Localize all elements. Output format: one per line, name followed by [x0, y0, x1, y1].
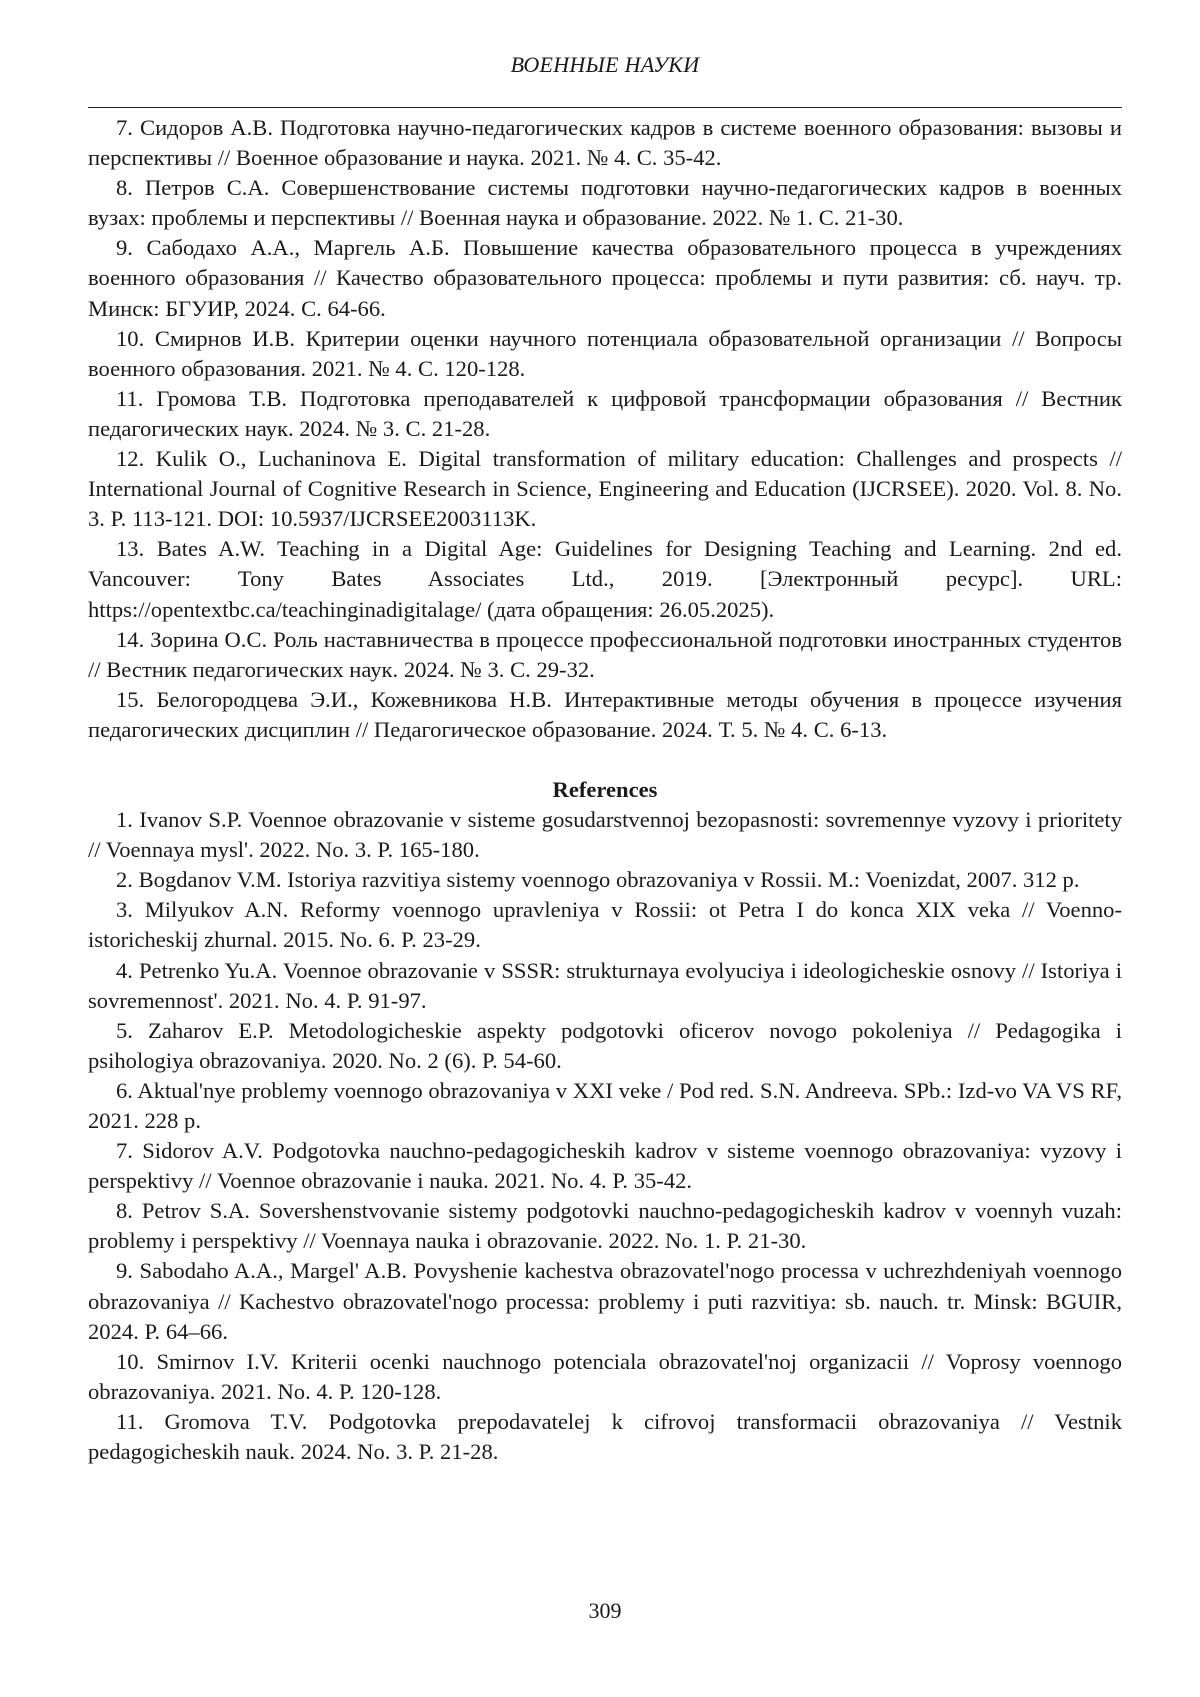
- reference-item: 14. Зорина О.С. Роль наставничества в процессе профессиональной подготовки иностранных студентов // Вестник педагогических наук. 2024. № 3. С. 29-32.: [88, 626, 1122, 682]
- reference-item: 15. Белогородцева Э.И., Кожевникова Н.В. Интерактивные методы обучения в процессе изучения педагогических дисциплин // Педагогическое образование. 2024. Т. 5. № 4. С. 6-13.: [88, 686, 1122, 742]
- reference-item: 13. Bates A.W. Teaching in a Digital Age: Guidelines for Designing Teaching and Learning. 2nd ed. Vancouver: Tony Bates Associates Ltd., 2019. [Электронный ресурс]. URL: https://opentextbc.ca/teachinginadigitalage/ (дата обращения: 26.05.2025).: [88, 536, 1122, 622]
- reference-item: 9. Sabodaho A.A., Margel' A.B. Povyshenie kachestva obrazovatel'nogo processa v uchrezhdeniyah voennogo obrazovaniya // Kachestvo obrazovatel'nogo processa: problemy i puti razvitiya: sb. nauch. tr. Minsk: BGUIR, 2024. P. 64–66.: [88, 1258, 1122, 1344]
- reference-list: [88, 113, 1122, 1467]
- reference-item: 4. Petrenko Yu.A. Voennoe obrazovanie v SSSR: strukturnaya evolyuciya i ideologicheskie osnovy // Istoriya i sovremennost'. 2021. No. 4. P. 91-97.: [88, 957, 1122, 1013]
- reference-item: 1. Ivanov S.P. Voennoe obrazovanie v sisteme gosudarstvennoj bezopasnosti: sovremennye vyzovy i prioritety // Voennaya mysl'. 2022. No. 3. P. 165-180.: [88, 807, 1122, 863]
- reference-item: 12. Kulik O., Luchaninova E. Digital transformation of military education: Challenges and prospects // International Journal of Cognitive Research in Science, Engineering and Education (IJCRSEE). 2020. Vol. 8. No. 3. P. 113-121. DOI: 10.5937/IJCRSEE2003113K.: [88, 446, 1122, 532]
- reference-item: 3. Milyukov A.N. Reformy voennogo upravleniya v Rossii: ot Petra I do konca XIX veka // Voenno-istoricheskij zhurnal. 2015. No. 6. P. 23-29.: [88, 897, 1122, 953]
- reference-item: 11. Громова Т.В. Подготовка преподавателей к цифровой трансформации образования // Вестник педагогических наук. 2024. № 3. С. 21-28.: [88, 385, 1122, 441]
- running-title: ВОЕННЫЕ НАУКИ: [510, 52, 700, 77]
- reference-item: 8. Petrov S.A. Sovershenstvovanie sistemy podgotovki nauchno-pedagogicheskih kadrov v voennyh vuzah: problemy i perspektivy // Voennaya nauka i obrazovanie. 2022. No. 1. P. 21-30.: [88, 1198, 1122, 1254]
- references-heading: References: [552, 776, 658, 802]
- page-number: 309: [588, 1598, 622, 1623]
- reference-item: 10. Smirnov I.V. Kriterii ocenki nauchnogo potenciala obrazovatel'noj organizacii // Voprosy voennogo obrazovaniya. 2021. No. 4. P. 120-128.: [88, 1348, 1122, 1404]
- header-rule: [88, 107, 1122, 108]
- reference-item: 8. Петров С.А. Совершенствование системы подготовки научно-педагогических кадров в военных вузах: проблемы и перспективы // Военная наука и образование. 2022. № 1. С. 21-30.: [88, 175, 1122, 231]
- reference-item: 7. Sidorov A.V. Podgotovka nauchno-pedagogicheskih kadrov v sisteme voennogo obrazovaniya: vyzovy i perspektivy // Voennoe obrazovanie i nauka. 2021. No. 4. P. 35-42.: [88, 1138, 1122, 1194]
- reference-item: 7. Сидоров А.В. Подготовка научно-педагогических кадров в системе военного образования: вызовы и перспективы // Военное образование и наука. 2021. № 4. С. 35-42.: [88, 115, 1122, 171]
- reference-item: 5. Zaharov E.P. Metodologicheskie aspekty podgotovki oficerov novogo pokoleniya // Pedagogika i psihologiya obrazovaniya. 2020. No. 2 (6). P. 54-60.: [88, 1017, 1122, 1073]
- reference-item: 6. Aktual'nye problemy voennogo obrazovaniya v XXI veke / Pod red. S.N. Andreeva. SPb.: Izd-vo VA VS RF, 2021. 228 p.: [88, 1077, 1122, 1133]
- reference-item: 11. Gromova T.V. Podgotovka prepodavatelej k cifrovoj transformacii obrazovaniya // Vestnik pedagogicheskih nauk. 2024. No. 3. P. 21-28.: [88, 1408, 1122, 1465]
- reference-item: 2. Bogdanov V.M. Istoriya razvitiya sistemy voennogo obrazovaniya v Rossii. M.: Voenizdat, 2007. 312 p.: [116, 867, 1080, 893]
- reference-item: 9. Сабодахо А.А., Маргель А.Б. Повышение качества образовательного процесса в учреждениях военного образования // Качество образовательного процесса: проблемы и пути развития: сб. науч. тр. Минск: БГУИР, 2024. С. 64-66.: [88, 235, 1122, 321]
- reference-item: 10. Смирнов И.В. Критерии оценки научного потенциала образовательной организации // Вопросы военного образования. 2021. № 4. С. 120-128.: [88, 325, 1122, 381]
